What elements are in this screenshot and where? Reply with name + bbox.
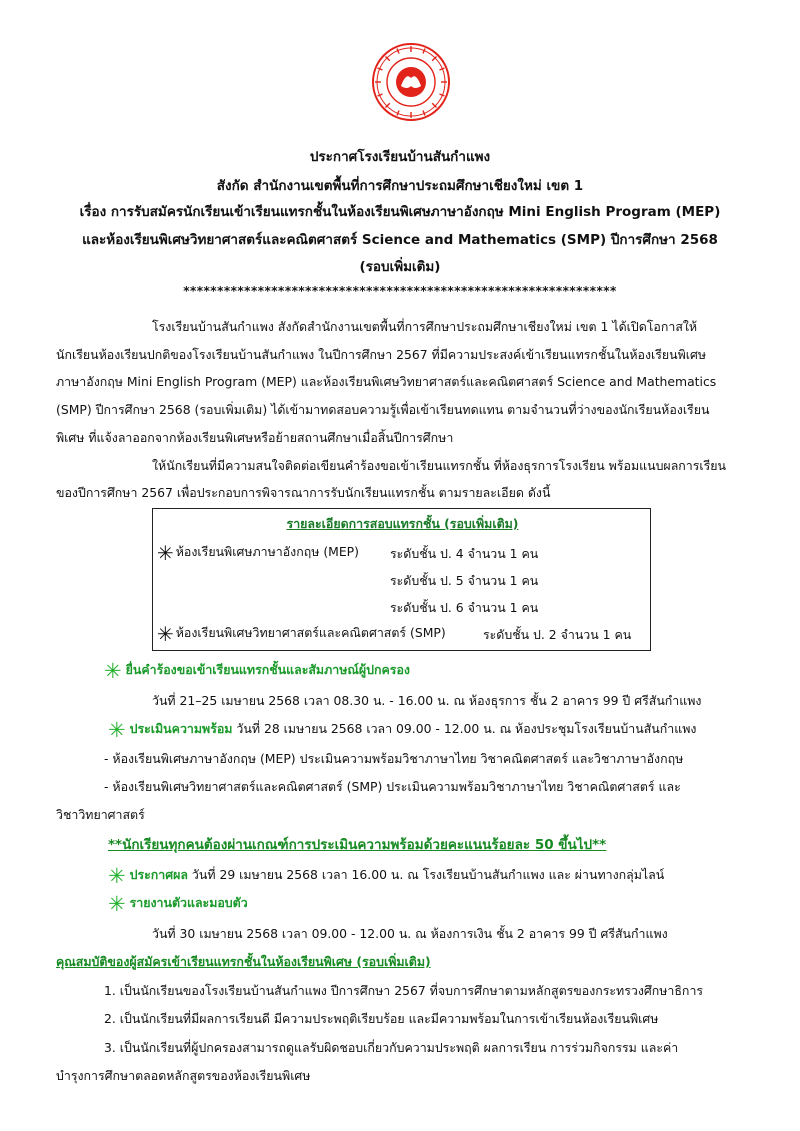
intro-line-7: ของปีการศึกษา 2567 เพื่อประกอบการพิจารณาการรับนักเรียนแทรกชั้น ตามรายละเอียด ดังนี้: [56, 485, 551, 500]
assess-mep: - ห้องเรียนพิเศษภาษาอังกฤษ (MEP) ประเมินความพร้อมวิชาภาษาไทย วิชาคณิตศาสตร์ และวิชาภาษาอังกฤษ: [104, 751, 684, 766]
smp-level: ระดับชั้น ป. 2 จำนวน 1 คน: [483, 627, 632, 642]
intro-line-4: (SMP) ปีการศึกษา 2568 (รอบเพิ่มเติม) ได้เข้ามาทดสอบความรู้เพื่อเข้าเรียนทดแทน ตามจำนวนที่ว่างของนักเรียนห้องเรียน: [56, 402, 710, 417]
header-line-3: เรื่อง การรับสมัครนักเรียนเข้าเรียนแทรกชั้นในห้องเรียนพิเศษภาษาอังกฤษ Mini English Program (MEP): [79, 204, 721, 220]
mep-row: [157, 541, 359, 565]
green-asterisk-icon: ✳: [104, 659, 122, 683]
separator-stars: ****************************************************************: [183, 284, 617, 298]
qualification-item-3: 3. เป็นนักเรียนที่ผู้ปกครองสามารถดูแลรับผิดชอบเกี่ยวกับความประพฤติ ผลการเรียน การร่วมกิจกรรม และค่า: [104, 1040, 679, 1055]
announce-heading: ✳ ประกาศผล วันที่ 29 เมษายน 2568 เวลา 16.00 น. ณ โรงเรียนบ้านสันกำแพง และ ผ่านทางกลุ่มไลน์: [108, 864, 665, 888]
assess-smp-cont: วิชาวิทยาศาสตร์: [56, 807, 145, 822]
qualifications-title: คุณสมบัติของผู้สมัครเข้าเรียนแทรกชั้นในห้องเรียนพิเศษ (รอบเพิ่มเติม): [56, 954, 431, 969]
header-line-5: (รอบเพิ่มเติม): [359, 259, 441, 275]
header-line-1: ประกาศโรงเรียนบ้านสันกำแพง: [309, 149, 491, 165]
mep-label: ห้องเรียนพิเศษภาษาอังกฤษ (MEP): [175, 544, 359, 559]
intro-line-6: ให้นักเรียนที่มีความสนใจติดต่อเขียนคำร้องขอเข้าเรียนแทรกชั้น ที่ห้องธุรการโรงเรียน พร้อมแนบผลการเรียน: [152, 458, 727, 473]
report-heading: ✳ รายงานตัวและมอบตัว: [108, 892, 248, 916]
details-box: [152, 508, 651, 651]
announce-detail: วันที่ 29 เมษายน 2568 เวลา 16.00 น. ณ โรงเรียนบ้านสันกำแพง และ ผ่านทางกลุ่มไลน์: [191, 867, 665, 882]
header-line-4: และห้องเรียนพิเศษวิทยาศาสตร์และคณิตศาสตร์ Science and Mathematics (SMP) ปีการศึกษา 2568: [82, 232, 718, 248]
apply-heading: ✳ ยื่นคำร้องขอเข้าเรียนแทรกชั้นและสัมภาษณ์ผู้ปกครอง: [104, 659, 410, 683]
mep-level-1: ระดับชั้น ป. 4 จำนวน 1 คน: [390, 546, 539, 561]
green-asterisk-icon: ✳: [108, 718, 126, 742]
intro-line-1: โรงเรียนบ้านสันกำแพง สังกัดสำนักงานเขตพื้นที่การศึกษาประถมศึกษาเชียงใหม่ เขต 1 ได้เปิดโอกาสให้: [152, 319, 698, 334]
smp-row: [157, 622, 446, 646]
assess-smp: - ห้องเรียนพิเศษวิทยาศาสตร์และคณิตศาสตร์ (SMP) ประเมินความพร้อมวิชาภาษาไทย วิชาคณิตศาสตร์ และ: [104, 779, 681, 794]
qualification-item-1: 1. เป็นนักเรียนของโรงเรียนบ้านสันกำแพง ปีการศึกษา 2567 ที่จบการศึกษาตามหลักสูตรของกระทรวงศึกษาธิการ: [104, 983, 704, 998]
intro-line-3: ภาษาอังกฤษ Mini English Program (MEP) และห้องเรียนพิเศษวิทยาศาสตร์และคณิตศาสตร์ Science and Mathematics: [56, 374, 717, 389]
details-box-title: รายละเอียดการสอบแทรกชั้น (รอบเพิ่มเติม): [286, 516, 519, 531]
mep-level-2: ระดับชั้น ป. 5 จำนวน 1 คน: [390, 573, 539, 588]
intro-line-2: นักเรียนห้องเรียนปกติของโรงเรียนบ้านสันกำแพง ในปีการศึกษา 2567 ที่มีความประสงค์เข้าเรียนแทรกชั้นในห้องเรียนพิเศษ: [56, 347, 707, 362]
header-line-2: สังกัด สำนักงานเขตพื้นที่การศึกษาประถมศึกษาเชียงใหม่ เขต 1: [216, 178, 584, 194]
criteria-note: **นักเรียนทุกคนต้องผ่านเกณฑ์การประเมินความพร้อมด้วยคะแนนร้อยละ 50 ขึ้นไป**: [108, 837, 607, 853]
mep-level-3: ระดับชั้น ป. 6 จำนวน 1 คน: [390, 600, 539, 615]
assess-heading: ✳ ประเมินความพร้อม วันที่ 28 เมษายน 2568 เวลา 09.00 - 12.00 น. ณ ห้องประชุมโรงเรียนบ้านสันกำแพง: [108, 718, 697, 742]
report-detail: วันที่ 30 เมษายน 2568 เวลา 09.00 - 12.00 น. ณ ห้องการเงิน ชั้น 2 อาคาร 99 ปี ศรีสันกำแพง: [152, 926, 668, 941]
asterisk-icon: ✳: [157, 541, 174, 565]
green-asterisk-icon: ✳: [108, 892, 126, 916]
qualification-item-2: 2. เป็นนักเรียนที่มีผลการเรียนดี มีความประพฤติเรียบร้อย และมีความพร้อมในการเข้าเรียนห้องเรียนพิเศษ: [104, 1011, 659, 1026]
qualification-item-3-cont: บำรุงการศึกษาตลอดหลักสูตรของห้องเรียนพิเศษ: [56, 1068, 311, 1083]
apply-detail: วันที่ 21–25 เมษายน 2568 เวลา 08.30 น. - 16.00 น. ณ ห้องธุรการ ชั้น 2 อาคาร 99 ปี ศรีสันกำแพง: [152, 693, 702, 708]
school-seal-logo: [371, 42, 451, 122]
asterisk-icon: ✳: [157, 622, 174, 646]
assess-detail: วันที่ 28 เมษายน 2568 เวลา 09.00 - 12.00 น. ณ ห้องประชุมโรงเรียนบ้านสันกำแพง: [236, 721, 697, 736]
smp-label: ห้องเรียนพิเศษวิทยาศาสตร์และคณิตศาสตร์ (SMP): [175, 625, 446, 640]
green-asterisk-icon: ✳: [108, 864, 126, 888]
intro-line-5: พิเศษ ที่แจ้งลาออกจากห้องเรียนพิเศษหรือย้ายสถานศึกษาเมื่อสิ้นปีการศึกษา: [56, 430, 454, 445]
